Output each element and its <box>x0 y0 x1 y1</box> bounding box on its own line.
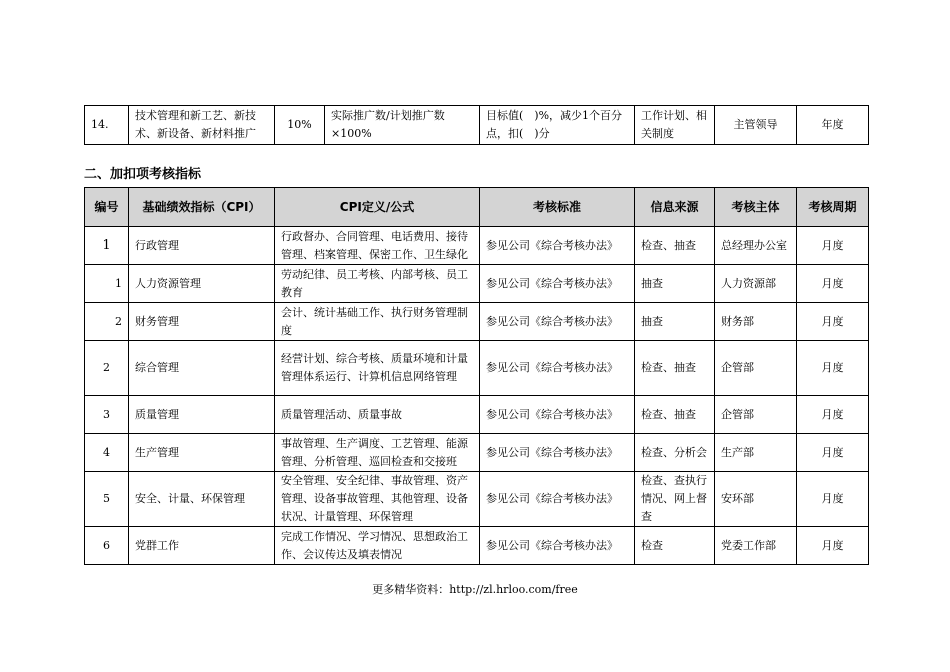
definition-cell: 经营计划、综合考核、质量环境和计量管理体系运行、计算机信息网络管理 <box>275 341 480 396</box>
definition-cell: 安全管理、安全纪律、事故管理、资产管理、设备事故管理、其他管理、设备状况、计量管理、环保管理 <box>275 472 480 527</box>
table-row <box>85 227 869 265</box>
table-row <box>85 303 869 341</box>
header-row <box>85 188 869 227</box>
indicator-cell: 安全、计量、环保管理 <box>129 472 275 527</box>
table-row <box>85 396 869 434</box>
table-row <box>85 341 869 396</box>
row-number: 5 <box>85 472 129 527</box>
owner-cell: 人力资源部 <box>715 265 797 303</box>
owner-cell: 企管部 <box>715 341 797 396</box>
row-number: 1 <box>85 227 129 265</box>
header-owner: 考核主体 <box>715 188 797 227</box>
indicator-cell: 综合管理 <box>129 341 275 396</box>
indicator-cell: 行政管理 <box>129 227 275 265</box>
standard-cell: 参见公司《综合考核办法》 <box>480 396 635 434</box>
owner-cell: 生产部 <box>715 434 797 472</box>
standard-cell: 目标值( )%，减少1个百分点，扣( )分 <box>480 106 635 145</box>
table-row <box>85 472 869 527</box>
header-no: 编号 <box>85 188 129 227</box>
definition-cell: 劳动纪律、员工考核、内部考核、员工教育 <box>275 265 480 303</box>
header-source: 信息来源 <box>635 188 715 227</box>
table-row <box>85 106 869 145</box>
period-cell: 月度 <box>797 227 869 265</box>
owner-cell: 安环部 <box>715 472 797 527</box>
definition-cell: 质量管理活动、质量事故 <box>275 396 480 434</box>
row-number: 3 <box>85 396 129 434</box>
definition-cell: 行政督办、合同管理、电话费用、接待管理、档案管理、保密工作、卫生绿化 <box>275 227 480 265</box>
period-cell: 月度 <box>797 341 869 396</box>
definition-cell: 完成工作情况、学习情况、思想政治工作、会议传达及填表情况 <box>275 527 480 565</box>
standard-cell: 参见公司《综合考核办法》 <box>480 472 635 527</box>
previous-page-table <box>84 105 869 145</box>
source-cell: 检查、查执行情况、网上督查 <box>635 472 715 527</box>
source-cell: 检查、抽查 <box>635 396 715 434</box>
bonus-deduction-table <box>84 187 869 565</box>
definition-cell: 会计、统计基础工作、执行财务管理制度 <box>275 303 480 341</box>
table-row <box>85 527 869 565</box>
source-cell: 检查、分析会 <box>635 434 715 472</box>
owner-cell: 党委工作部 <box>715 527 797 565</box>
indicator-cell: 生产管理 <box>129 434 275 472</box>
row-number: 4 <box>85 434 129 472</box>
source-cell: 抽查 <box>635 265 715 303</box>
standard-cell: 参见公司《综合考核办法》 <box>480 227 635 265</box>
owner-cell: 总经理办公室 <box>715 227 797 265</box>
indicator-cell: 质量管理 <box>129 396 275 434</box>
table-row <box>85 434 869 472</box>
owner-cell: 财务部 <box>715 303 797 341</box>
standard-cell: 参见公司《综合考核办法》 <box>480 527 635 565</box>
table-row <box>85 265 869 303</box>
standard-cell: 参见公司《综合考核办法》 <box>480 341 635 396</box>
definition-cell: 实际推广数/计划推广数×100% <box>325 106 480 145</box>
source-cell: 检查、抽查 <box>635 227 715 265</box>
indicator-cell: 技术管理和新工艺、新技术、新设备、新材料推广 <box>129 106 275 145</box>
period-cell: 月度 <box>797 303 869 341</box>
source-cell: 工作计划、相关制度 <box>635 106 715 145</box>
source-cell: 检查 <box>635 527 715 565</box>
definition-cell: 事故管理、生产调度、工艺管理、能源管理、分析管理、巡回检查和交接班 <box>275 434 480 472</box>
owner-cell: 企管部 <box>715 396 797 434</box>
standard-cell: 参见公司《综合考核办法》 <box>480 303 635 341</box>
row-number: 6 <box>85 527 129 565</box>
row-number: 1 <box>85 265 129 303</box>
owner-cell: 主管领导 <box>715 106 797 145</box>
row-number: 2 <box>85 303 129 341</box>
period-cell: 月度 <box>797 527 869 565</box>
header-definition: CPI定义/公式 <box>275 188 480 227</box>
row-number: 2 <box>85 341 129 396</box>
weight-cell: 10% <box>275 106 325 145</box>
period-cell: 年度 <box>797 106 869 145</box>
indicator-cell: 财务管理 <box>129 303 275 341</box>
header-standard: 考核标准 <box>480 188 635 227</box>
period-cell: 月度 <box>797 265 869 303</box>
source-cell: 检查、抽查 <box>635 341 715 396</box>
footer-link[interactable]: 更多精华资料：http://zl.hrloo.com/free <box>372 583 578 596</box>
indicator-cell: 人力资源管理 <box>129 265 275 303</box>
indicator-cell: 党群工作 <box>129 527 275 565</box>
header-indicator: 基础绩效指标（CPI） <box>129 188 275 227</box>
standard-cell: 参见公司《综合考核办法》 <box>480 434 635 472</box>
item-number: 14. <box>85 106 129 145</box>
standard-cell: 参见公司《综合考核办法》 <box>480 265 635 303</box>
period-cell: 月度 <box>797 472 869 527</box>
header-period: 考核周期 <box>797 188 869 227</box>
period-cell: 月度 <box>797 434 869 472</box>
period-cell: 月度 <box>797 396 869 434</box>
section-title: 二、加扣项考核指标 <box>84 167 202 182</box>
source-cell: 抽查 <box>635 303 715 341</box>
